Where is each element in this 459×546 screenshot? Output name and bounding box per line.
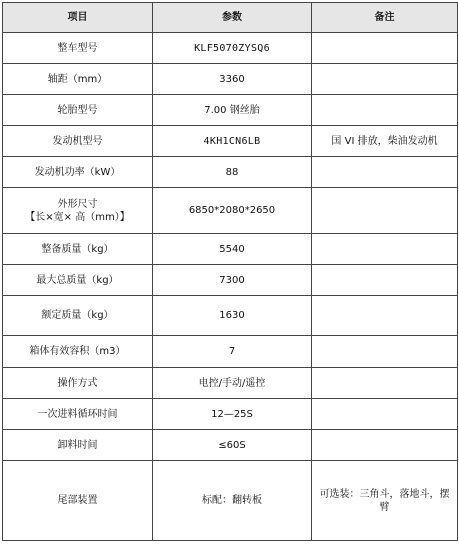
table-row	[3, 296, 458, 336]
cell-item: 尾部装置	[3, 461, 153, 541]
cell-item	[3, 188, 153, 234]
cell-item: 整备质量（kg）	[3, 234, 153, 265]
cell-note	[312, 430, 458, 461]
cell-note	[312, 95, 458, 126]
table-row	[3, 368, 458, 399]
cell-note	[312, 368, 458, 399]
table-row	[3, 95, 458, 126]
cell-value: 3360	[153, 64, 312, 95]
cell-note: 国 VI 排放，柴油发动机	[312, 126, 458, 157]
cell-item: 发动机功率（kW）	[3, 157, 153, 188]
cell-value: 4KH1CN6LB	[153, 126, 312, 157]
cell-item-line1: 外形尺寸	[57, 198, 98, 210]
header-note: 备注	[312, 3, 458, 33]
cell-note	[312, 188, 458, 234]
cell-note	[312, 399, 458, 430]
cell-value: 电控/手动/遥控	[153, 368, 312, 399]
table-row	[3, 33, 458, 64]
cell-value: 1630	[153, 296, 312, 336]
cell-note	[312, 336, 458, 368]
table-row	[3, 188, 458, 234]
cell-item: 箱体有效容积（m3）	[3, 336, 153, 368]
table-header-row	[3, 3, 458, 33]
spec-table	[2, 2, 458, 541]
cell-note	[312, 265, 458, 296]
cell-item: 轴距（mm）	[3, 64, 153, 95]
table-row	[3, 399, 458, 430]
cell-item: 整车型号	[3, 33, 153, 64]
cell-value: 7300	[153, 265, 312, 296]
cell-note: 可选装：三角斗，落地斗，摆臂	[312, 461, 458, 541]
cell-value: 标配：翻转板	[153, 461, 312, 541]
cell-item: 额定质量（kg）	[3, 296, 153, 336]
table-row	[3, 234, 458, 265]
cell-item: 轮胎型号	[3, 95, 153, 126]
cell-value: 88	[153, 157, 312, 188]
cell-value: 7	[153, 336, 312, 368]
cell-note	[312, 33, 458, 64]
cell-note	[312, 234, 458, 265]
cell-item-line2: 【长×宽× 高（mm）】	[25, 211, 130, 223]
table-row	[3, 430, 458, 461]
cell-value: 6850*2080*2650	[153, 188, 312, 234]
cell-item: 一次进料循环时间	[3, 399, 153, 430]
table-row	[3, 336, 458, 368]
cell-note	[312, 157, 458, 188]
cell-value: KLF5070ZYSQ6	[153, 33, 312, 64]
table-row	[3, 157, 458, 188]
cell-note	[312, 64, 458, 95]
header-value: 参数	[153, 3, 312, 33]
table-row	[3, 265, 458, 296]
cell-item: 卸料时间	[3, 430, 153, 461]
cell-item: 最大总质量（kg）	[3, 265, 153, 296]
table-row	[3, 461, 458, 541]
cell-note	[312, 296, 458, 336]
cell-value: 12—25S	[153, 399, 312, 430]
cell-value: ≤60S	[153, 430, 312, 461]
cell-value: 7.00 钢丝胎	[153, 95, 312, 126]
cell-value: 5540	[153, 234, 312, 265]
cell-item: 发动机型号	[3, 126, 153, 157]
table-row	[3, 126, 458, 157]
cell-item: 操作方式	[3, 368, 153, 399]
table-row	[3, 64, 458, 95]
header-item: 项目	[3, 3, 153, 33]
